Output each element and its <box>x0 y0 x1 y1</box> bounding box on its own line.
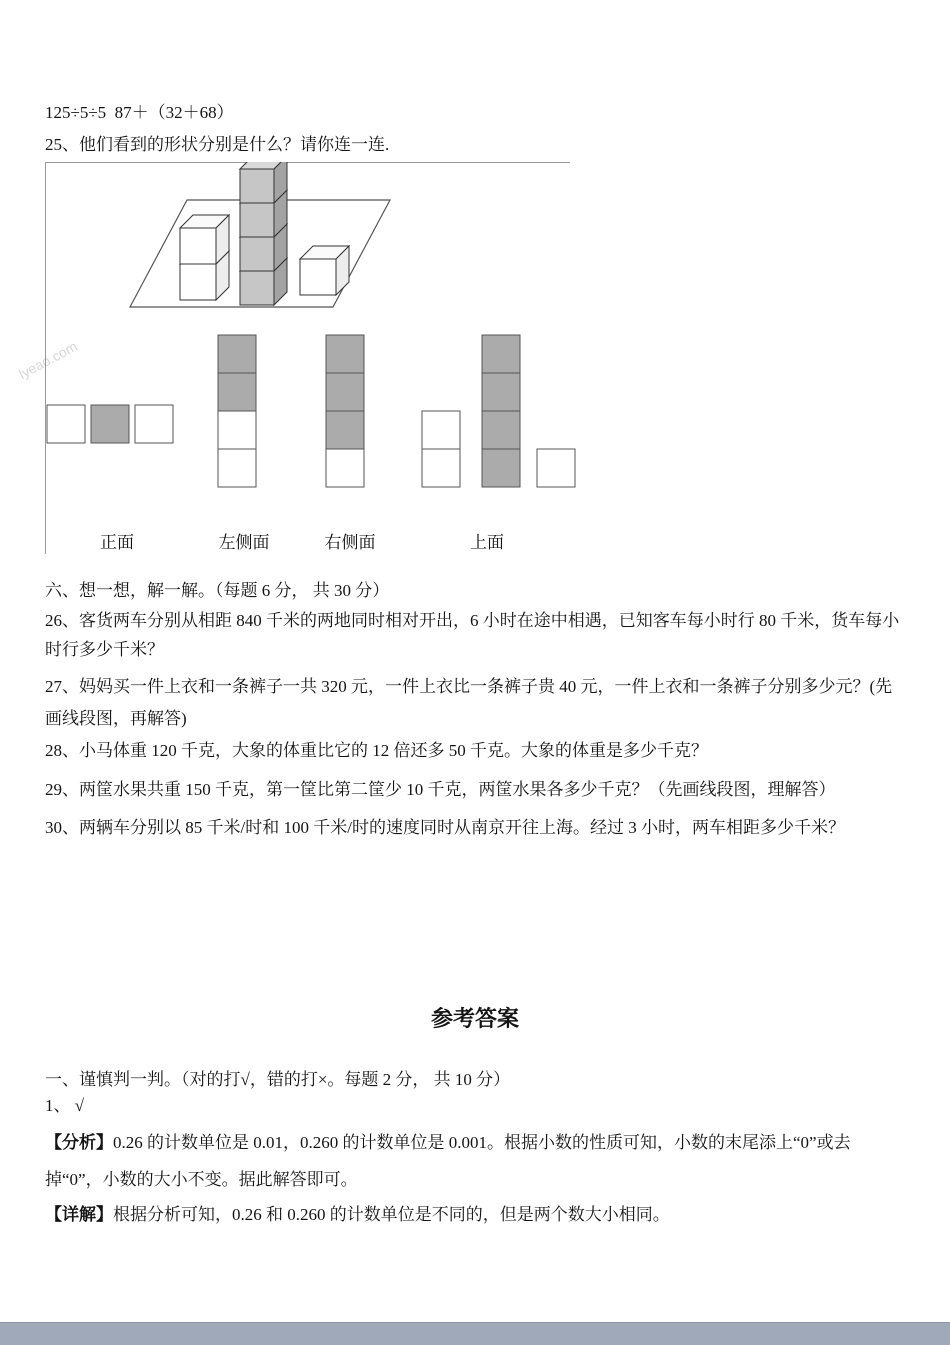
cube-front-face <box>240 203 274 237</box>
analysis-text: 0.26 的计数单位是 0.01，0.260 的计数单位是 0.001。根据小数的性质可知，小数的末尾添上“0”或去掉“0”，小数的大小不变。据此解答即可。 <box>45 1133 851 1189</box>
analysis-paragraph <box>45 1124 907 1198</box>
detail-text: 根据分析可知，0.26 和 0.260 的计数单位是不同的，但是两个数大小相同。 <box>113 1205 670 1224</box>
page-bottom-band <box>0 1322 950 1345</box>
cube-front-face <box>180 264 216 300</box>
left-view-cell <box>218 411 256 449</box>
right-view-cell <box>326 449 364 487</box>
label-front-view: 正面 <box>100 533 134 552</box>
left-view-cell <box>218 449 256 487</box>
watermark-text: lyeao.com <box>15 337 80 383</box>
right-view-cell <box>326 373 364 411</box>
answer-section-1-heading: 一、谨慎判一判。（对的打√，错的打×。每题 2 分， 共 10 分） <box>45 1070 511 1089</box>
front-view-cell <box>91 405 129 443</box>
top-view-cell <box>422 411 460 449</box>
cube-views-drawing <box>0 162 950 557</box>
answer-item-1: 1、 √ <box>45 1096 85 1115</box>
top-view-cell <box>537 449 575 487</box>
cube-front-face <box>180 228 216 264</box>
question-29: 29、两筐水果共重 150 千克，第一筐比第二筐少 10 千克，两筐水果各多少千克？（先画线段图，理解答） <box>45 780 836 799</box>
label-top-view: 上面 <box>470 533 504 552</box>
top-view-cell <box>482 449 520 487</box>
arithmetic-expressions: 125÷5÷5 87＋（32＋68） <box>45 103 234 122</box>
detail-label: 【详解】 <box>45 1205 113 1224</box>
analysis-label: 【分析】 <box>45 1133 113 1152</box>
cube-front-face <box>240 169 274 203</box>
label-left-side-view: 左侧面 <box>218 533 270 552</box>
question-27: 27、妈妈买一件上衣和一条裤子一共 320 元，一件上衣比一条裤子贵 40 元，一件上衣和一条裤子分别多少元？(先画线段图，再解答) <box>45 677 893 728</box>
top-view-cell <box>482 373 520 411</box>
cube-front-face <box>240 237 274 271</box>
top-view-cell <box>482 335 520 373</box>
right-view-cell <box>326 411 364 449</box>
top-view-cell <box>482 411 520 449</box>
top-view-cell <box>422 449 460 487</box>
question-28: 28、小马体重 120 千克，大象的体重比它的 12 倍还多 50 千克。大象的体重是多少千克？ <box>45 741 708 760</box>
cube-front-face <box>240 271 274 305</box>
question-25: 25、他们看到的形状分别是什么？请你连一连. <box>45 135 390 154</box>
q25-views-figure <box>0 162 950 557</box>
detail-paragraph <box>45 1201 907 1229</box>
front-view-cell <box>47 405 85 443</box>
cube-front-face <box>300 259 336 295</box>
label-right-side-view: 右侧面 <box>324 533 376 552</box>
left-view-cell <box>218 373 256 411</box>
question-30: 30、两辆车分别以 85 千米/时和 100 千米/时的速度同时从南京开往上海。经过 3 小时，两车相距多少千米？ <box>45 818 845 837</box>
section-6-heading: 六、想一想，解一解。（每题 6 分， 共 30 分） <box>45 581 390 600</box>
question-26: 26、客货两车分别从相距 840 千米的两地同时相对开出，6 小时在途中相遇，已知客车每小时行 80 千米，货车每小时行多少千米？ <box>45 611 900 659</box>
left-view-cell <box>218 335 256 373</box>
right-view-cell <box>326 335 364 373</box>
front-view-cell <box>135 405 173 443</box>
reference-answers-title: 参考答案 <box>430 1006 519 1031</box>
